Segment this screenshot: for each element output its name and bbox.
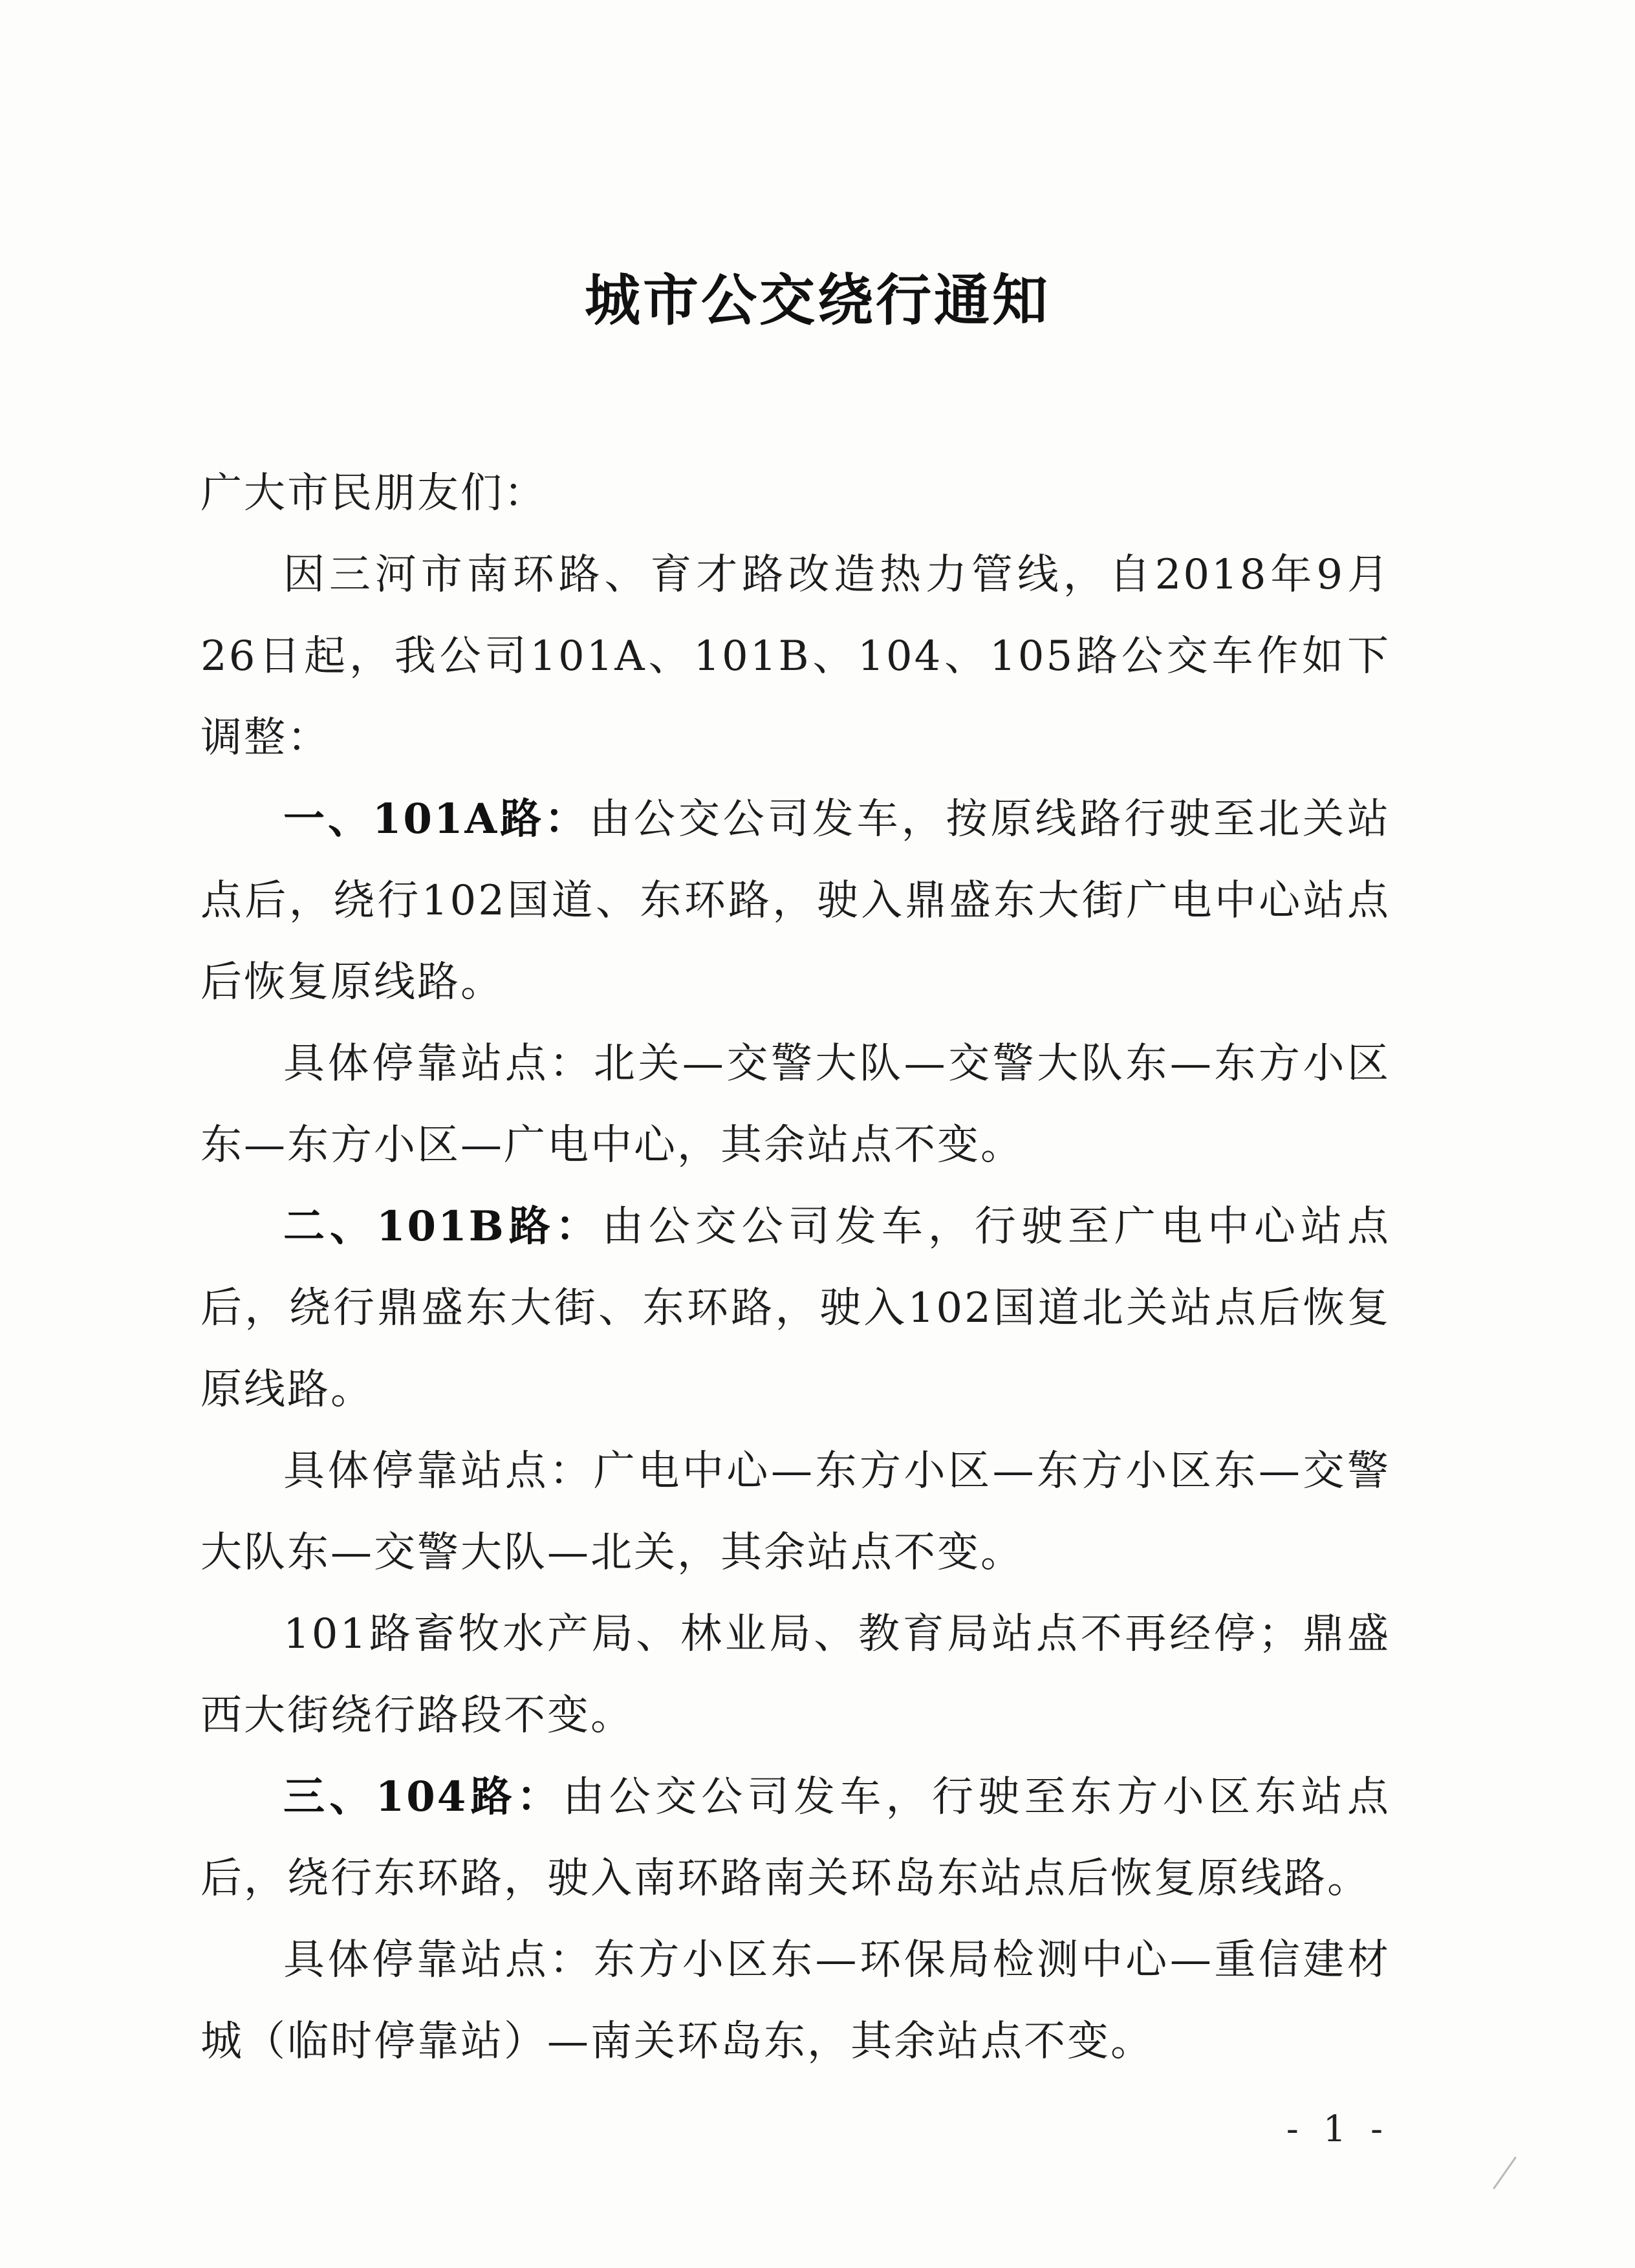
intro-paragraph: 因三河市南环路、育才路改造热力管线，自2018年9月26日起，我公司101A、101B、104、105路公交车作如下调整： — [200, 551, 1391, 762]
section-101b-heading: 二、101B路： — [283, 1202, 602, 1251]
section-101a — [200, 779, 1391, 1023]
route-101-note: 101路畜牧水产局、林业局、教育局站点不再经停；鼎盛西大街绕行路段不变。 — [200, 1610, 1391, 1740]
page-number: - 1 - — [1286, 2108, 1389, 2150]
document-body — [200, 453, 1391, 2082]
section-104-stops: 具体停靠站点：东方小区东—环保局检测中心—重信建材城（临时停靠站）—南关环岛东，其余站点不变。 — [200, 1936, 1391, 2066]
section-104 — [200, 1756, 1391, 1919]
section-104-heading: 三、104路： — [283, 1773, 563, 1821]
section-101a-stops: 具体停靠站点：北关—交警大队—交警大队东—东方小区东—东方小区—广电中心，其余站点不变。 — [200, 1040, 1391, 1169]
salutation: 广大市民朋友们： — [200, 470, 547, 517]
section-104-text: 由公交公司发车，行驶至东方小区东站点后，绕行东环路，驶入南环路南关环岛东站点后恢复原线路。 — [200, 1773, 1391, 1903]
section-101b-text: 由公交公司发车，行驶至广电中心站点后，绕行鼎盛东大街、东环路，驶入102国道北关站点后恢复原线路。 — [200, 1203, 1391, 1414]
section-101b — [200, 1186, 1391, 1431]
section-101a-text: 由公交公司发车，按原线路行驶至北关站点后，绕行102国道、东环路，驶入鼎盛东大街广电中心站点后恢复原线路。 — [200, 795, 1391, 1006]
document-title: 城市公交绕行通知 — [585, 268, 1050, 333]
section-101a-heading: 一、101A路： — [283, 795, 589, 843]
section-101b-stops: 具体停靠站点：广电中心—东方小区—东方小区东—交警大队东—交警大队—北关，其余站点不变。 — [200, 1447, 1391, 1577]
scan-mark — [1493, 2157, 1517, 2190]
